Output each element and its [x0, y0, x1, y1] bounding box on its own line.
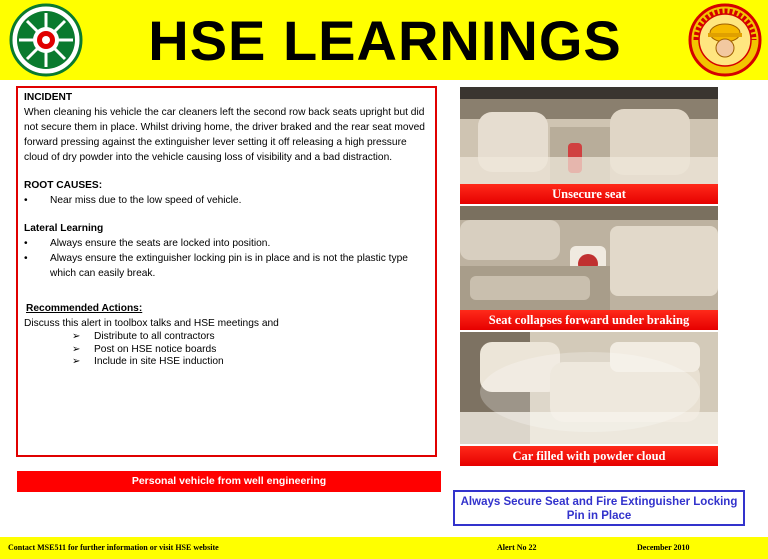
photo-powder-cloud	[460, 332, 718, 444]
recommended-actions-intro: Discuss this alert in toolbox talks and HSE meetings and	[24, 318, 279, 329]
root-causes-list	[24, 193, 429, 208]
footer-bar	[0, 537, 768, 559]
lateral-learning-heading: Lateral Learning	[24, 223, 104, 234]
vehicle-source-banner: Personal vehicle from well engineering	[17, 471, 441, 492]
safety-is-teamwork-badge-icon	[688, 3, 762, 77]
recommended-actions-list	[24, 331, 429, 369]
footer-contact: Contact MSE511 for further information or visit HSE website	[8, 543, 219, 552]
footer-date: December 2010	[637, 543, 690, 552]
list-item: • Near miss due to the low speed of vehicle.	[24, 193, 429, 208]
list-item: • Always ensure the extinguisher locking pin is in place and is not the plastic type which can easily break.	[24, 251, 429, 281]
footer-alert-number: Alert No 22	[497, 543, 537, 552]
photo-seat-collapses	[460, 206, 718, 310]
root-causes-heading: ROOT CAUSES:	[24, 180, 103, 191]
photo-unsecure-seat	[460, 87, 718, 184]
header-banner	[0, 0, 768, 80]
incident-description: When cleaning his vehicle the car cleaners left the second row back seats upright but did not secure them in place. Whilst driving home, the driver braked and the rear seat moved forward pressing against the extinguisher lever setting it off releasing a high pressure cloud of dry powder into the vehicle causing loss of visibility and a bad distraction.	[24, 107, 425, 163]
recommended-actions-heading: Recommended Actions:	[26, 303, 143, 314]
page-title: HSE LEARNINGS	[148, 9, 622, 72]
incident-panel	[16, 86, 437, 457]
photo-caption-unsecure-seat: Unsecure seat	[460, 184, 718, 204]
list-item: ➢ Post on HSE notice boards	[72, 344, 429, 357]
photo-caption-powder-cloud: Car filled with powder cloud	[460, 446, 718, 466]
incident-heading: INCIDENT	[24, 92, 73, 103]
lateral-learning-list	[24, 236, 429, 281]
list-item: ➢ Distribute to all contractors	[72, 331, 429, 344]
key-message-box: Always Secure Seat and Fire Extinguisher Locking Pin in Place	[453, 490, 745, 526]
photo-caption-seat-collapses: Seat collapses forward under braking	[460, 310, 718, 330]
company-emblem-icon	[8, 3, 84, 77]
list-item: ➢ Include in site HSE induction	[72, 356, 429, 369]
list-item: • Always ensure the seats are locked into position.	[24, 236, 429, 251]
